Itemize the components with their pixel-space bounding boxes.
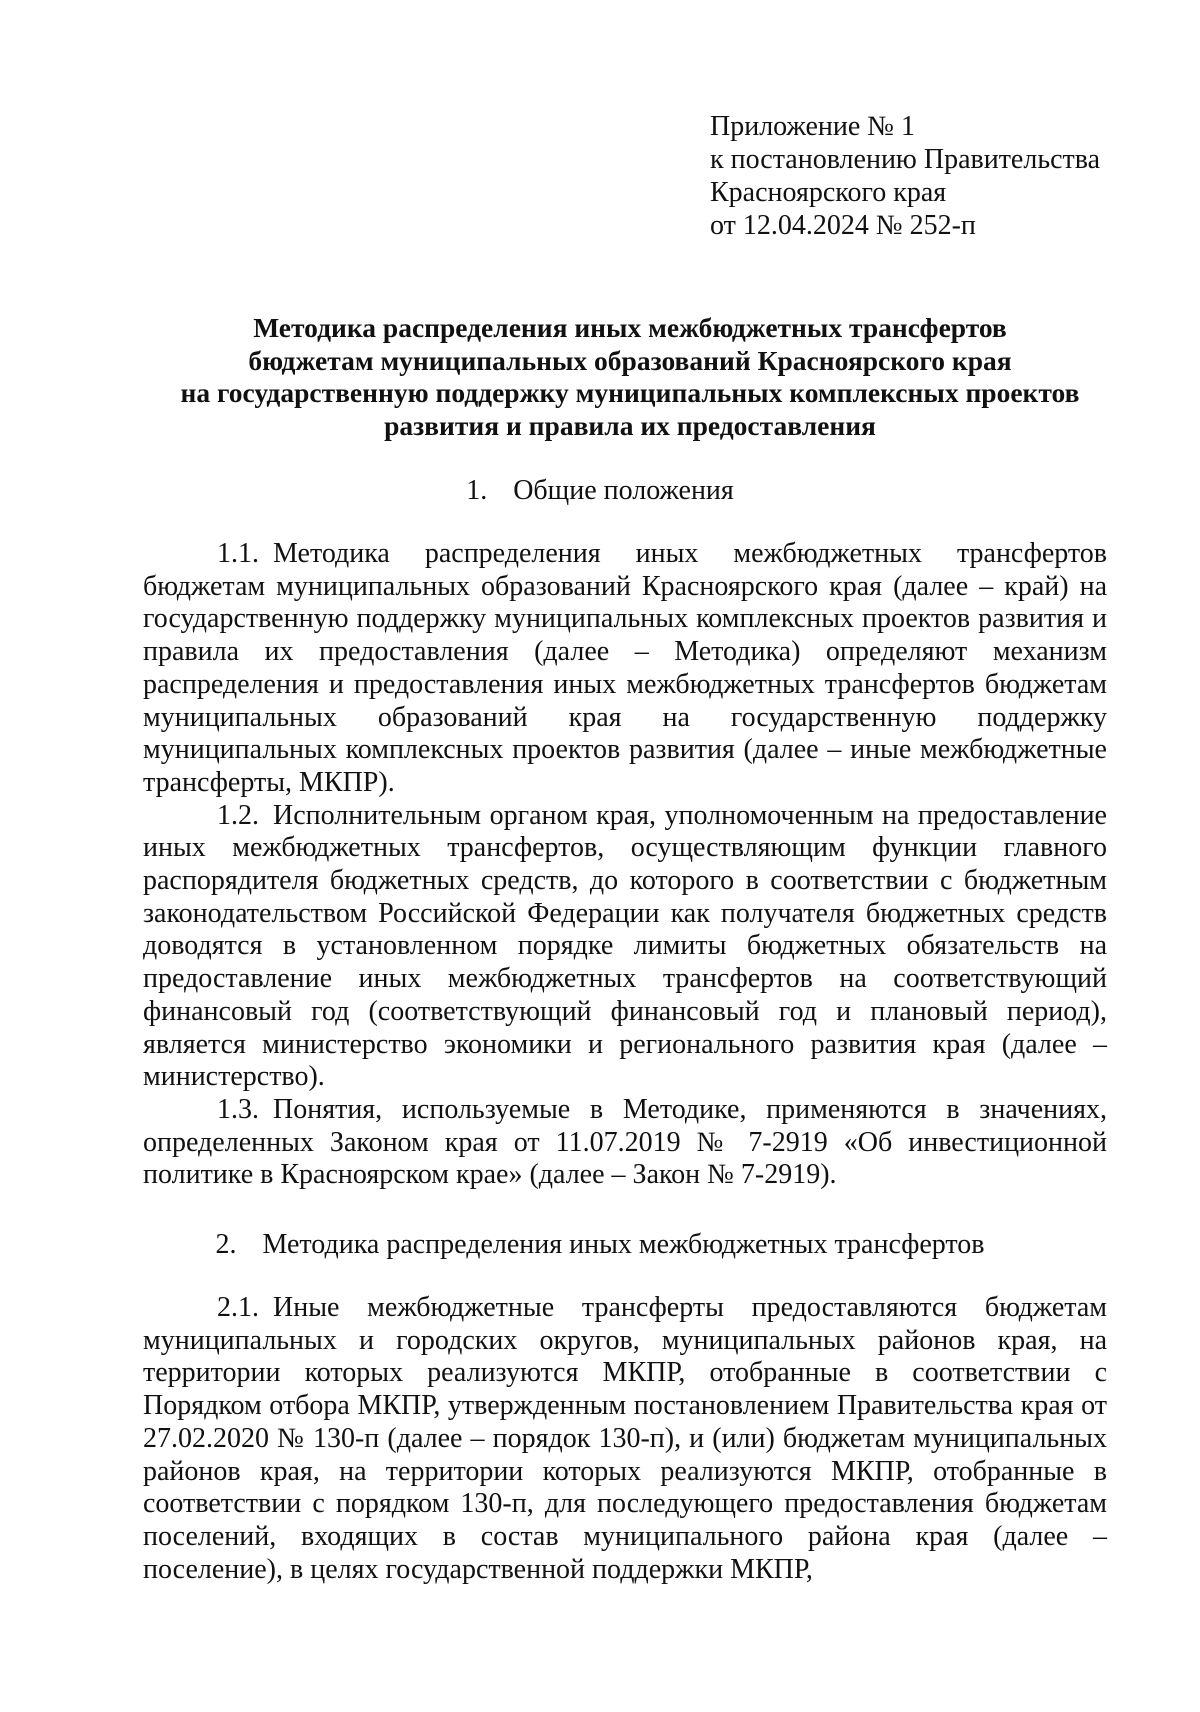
paragraph <box>143 800 1107 1094</box>
paragraph-text: Исполнительным органом края, уполномоченным на предоставление иных межбюджетных трансфертов, осуществляющим функции главного распорядителя бюджетных средств, до которого в соответствии с бюджетным законодательством Российской Федерации как получателя бюджетных средств доводятся в установленном порядке лимиты бюджетных обязательств на предоставление иных межбюджетных трансфертов на соответствующий финансовый год (соответствующий финансовый год и плановый период), является министерство экономики и регионального развития края (далее – министерство). <box>143 799 1107 1093</box>
title-line: бюджетам муниципальных образований Красноярского края <box>248 344 1012 376</box>
paragraph <box>143 538 1107 800</box>
title-line: развития и правила их предоставления <box>384 409 876 441</box>
section-heading <box>0 1228 1200 1261</box>
appendix-line: от 12.04.2024 № 252-п <box>710 210 976 241</box>
paragraph <box>143 1094 1107 1192</box>
paragraph <box>143 1292 1107 1586</box>
document-title <box>130 312 1130 442</box>
section-body <box>143 538 1107 1192</box>
paragraph-number: 1.2. <box>217 799 259 831</box>
title-line: Методика распределения иных межбюджетных трансфертов <box>253 312 1007 343</box>
title-line: на государственную поддержку муниципальных комплексных проектов <box>180 377 1080 408</box>
section-body <box>143 1292 1107 1586</box>
section-number: 2. <box>215 1229 237 1260</box>
paragraph-number: 1.3. <box>217 1093 259 1125</box>
section-title: Общие положения <box>513 475 734 506</box>
paragraph-number: 2.1. <box>217 1292 259 1323</box>
paragraph-text: Понятия, используемые в Методике, применяются в значениях, определенных Законом края от 11.07.2019 № 7-2919 «Об инвестиционной политике в Красноярском крае» (далее – Закон № 7-2919). <box>143 1093 1107 1191</box>
paragraph-number: 1.1. <box>217 538 259 569</box>
paragraph-text: Методика распределения иных межбюджетных трансфертов бюджетам муниципальных образований Красноярского края (далее – край) на государственную поддержку муниципальных комплексных проектов развития и правила их предоставления (далее – Методика) определяют механизм распределения и предоставления иных межбюджетных трансфертов бюджетам муниципальных образований края на государственную поддержку муниципальных комплексных проектов развития (далее – иные межбюджетные трансферты, МКПР). <box>143 538 1107 798</box>
appendix-line: Приложение № 1 <box>710 111 915 142</box>
section-heading <box>0 474 1200 507</box>
appendix-line: к постановлению Правительства <box>710 144 1101 175</box>
paragraph-text: Иные межбюджетные трансферты предоставляются бюджетам муниципальных и городских округов, муниципальных районов края, на территории которых реализуются МКПР, отобранные в соответствии с Порядком отбора МКПР, утвержденным постановлением Правительства края от 27.02.2020 № 130-п (далее – порядок 130-п), и (или) бюджетам муниципальных районов края, на территории которых реализуются МКПР, отобранные в соответствии с порядком 130-п, для последующего предоставления бюджетам поселений, входящих в состав муниципального района края (далее – поселение), в целях государственной поддержки МКПР, <box>143 1292 1107 1585</box>
appendix-block <box>710 110 1100 242</box>
appendix-line: Красноярского края <box>710 177 947 208</box>
section-title: Методика распределения иных межбюджетных трансфертов <box>262 1229 985 1260</box>
section-number: 1. <box>466 475 488 506</box>
